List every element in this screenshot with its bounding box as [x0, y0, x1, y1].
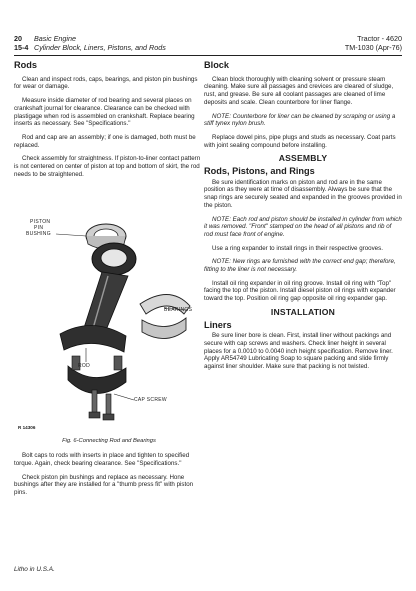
running-header-right — [345, 34, 402, 52]
rods-paragraph-6: Check piston pin bushings and replace as necessary. Hone bushings after they are installed for a "thumb press fit" with piston pins. — [14, 473, 194, 496]
block-paragraph-2: Replace dowel pins, pipe plugs and studs as necessary. Coat parts with joint sealing compound before installing. — [204, 133, 396, 149]
liners-heading: Liners — [204, 319, 232, 330]
bearing-drawing — [140, 295, 193, 339]
running-header-left — [14, 34, 166, 52]
section-title: Cylinder Block, Liners, Pistons, and Rods — [34, 43, 166, 52]
rods-paragraph-3: Rod and cap are an assembly; if one is damaged, both must be replaced. — [14, 133, 196, 149]
litho-footer: Litho in U.S.A. — [14, 566, 55, 573]
tractor-model: Tractor - 4620 — [357, 34, 402, 43]
cap-screw-label: CAP SCREW — [134, 397, 167, 404]
cap-screw-drawing — [89, 390, 114, 420]
assembly-note-1: NOTE: Each rod and piston should be installed in cylinder from which it was removed. "Front" stamped on the head of all pistons and rib of rod must face front of engine. — [204, 215, 402, 238]
rods-heading: Rods — [14, 60, 37, 70]
left-column — [14, 60, 204, 503]
manual-id: TM-1030 (Apr-76) — [344, 43, 402, 52]
right-column — [204, 60, 402, 377]
assembly-paragraph-3: Install oil ring expander in oil ring groove. Install oil ring with "Top" facing the top of the piston. Install diesel piston oil rings with expander toward the top. Position oil ring gap opposite oil ring expander gap. — [204, 279, 396, 303]
page-number: 20 — [14, 34, 22, 43]
rods-paragraph-2: Measure inside diameter of rod bearing and several places on crankshaft journal for clearance. Clearance can be checked with plastigage when rod is assembled on crankshaft. Replace bearing inserts as necessary. See "Specifications." — [14, 97, 195, 128]
header-rule — [14, 55, 402, 56]
rods-paragraph-4: Check assembly for straightness. If piston-to-liner contact pattern is not centered on center of piston at top and bottom of skirt, the rod needs to be straightened. — [14, 155, 201, 178]
chapter-title: Basic Engine — [34, 34, 76, 43]
block-paragraph-1: Clean block thoroughly with cleaning solvent or pressure steam cleaning. Make sure all passages and crevices are cleared of sludge, rust, and grease. Be sure all coolant passages are cleaned of lime deposits and scale. Clean counterbore for liner flange. — [204, 75, 394, 106]
rods-paragraph-1: Clean and inspect rods, caps, bearings, and piston pin bushings for wear or damage. — [14, 75, 198, 91]
bushing-label: BUSHING — [26, 231, 51, 238]
assembly-heading: ASSEMBLY — [278, 153, 328, 164]
connecting-rod-figure — [14, 184, 204, 436]
installation-heading: INSTALLATION — [270, 306, 336, 317]
rods-pistons-rings-heading: Rods, Pistons, and Rings — [204, 166, 315, 177]
pin-label: PIN — [34, 225, 44, 232]
liners-paragraph: Be sure liner bore is clean. First, install liner without packings and secure with cap screws and washers. Check liner height in several places for a 0.0010 to 0.0040 inch height specification. Remove liner. Apply AR54749 Lubricating Soap to square packing and slide firmly against liner shoulder. Make sure that packing is not twisted. — [204, 332, 393, 371]
assembly-note-2: NOTE: New rings are furnished with the correct end gap; therefore, fitting to the liner is not necessary. — [204, 258, 396, 274]
piston-label: PISTON — [30, 219, 51, 226]
rods-paragraph-5: Bolt caps to rods with inserts in place and tighten to specified torque. Again, check bearing clearance. See "Specifications." — [14, 452, 190, 467]
assembly-paragraph-2: Use a ring expander to install rings in their respective grooves. — [212, 244, 383, 252]
figure-id: R 14306 — [18, 425, 36, 431]
rod-drawing — [60, 243, 136, 352]
assembly-paragraph-1: Be sure identification marks on piston and rod are in the same position as they were at time of disassembly. Always be sure that the snap rings are securely seated and expanded in the grooves provided in the piston. — [204, 178, 402, 209]
block-note: NOTE: Counterbore for liner can be cleaned by scraping or using a stiff tynex nylon brush. — [204, 112, 396, 128]
rod-cap-drawing — [68, 356, 126, 394]
figure-caption: Fig. 6-Connecting Rod and Bearings — [62, 438, 156, 445]
section-number: 15-4 — [14, 43, 29, 52]
bearings-label: BEARINGS — [164, 307, 193, 314]
rod-label: ROD — [78, 363, 91, 370]
block-heading: Block — [204, 60, 230, 70]
